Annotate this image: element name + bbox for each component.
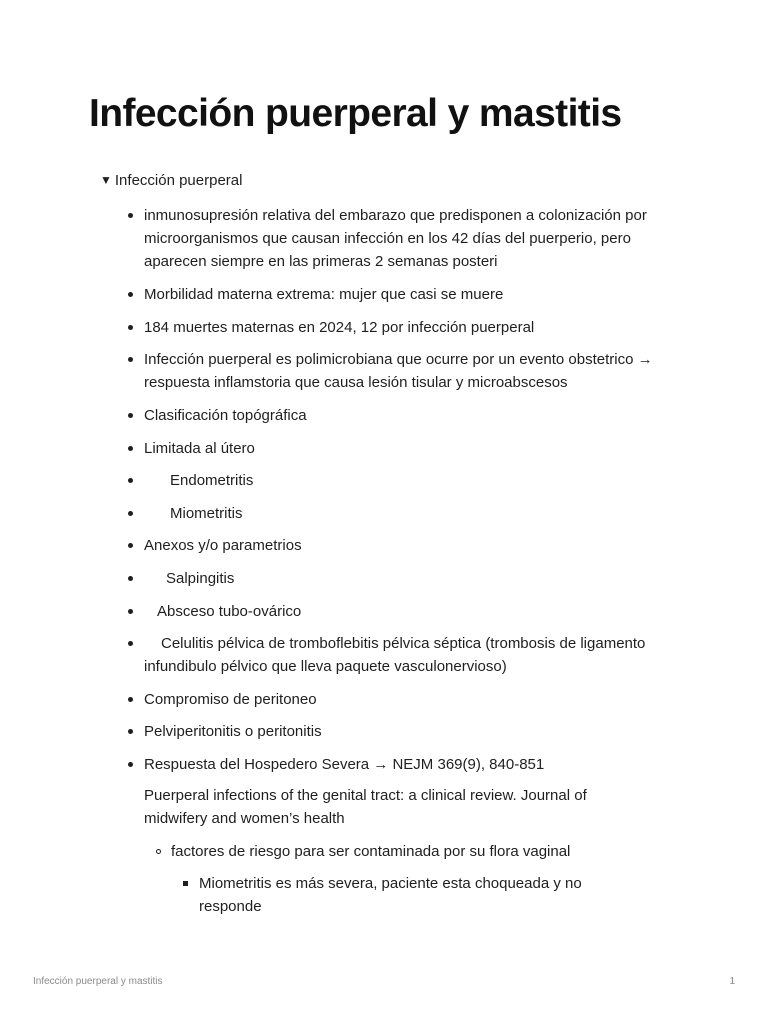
circle-marker [156, 849, 161, 854]
reference-paragraph: Puerperal infections of the genital tract: a clinical review. Journal of midwifery and women’s health [144, 787, 587, 827]
bullet-marker [128, 543, 133, 548]
list-item: Morbilidad materna extrema: mujer que casi se muere [144, 286, 504, 303]
bullet-marker [128, 729, 133, 734]
bullet-marker [128, 478, 133, 483]
bullet-marker [128, 213, 133, 218]
bullet-marker [128, 576, 133, 581]
bullet-marker [128, 292, 133, 297]
bullet-marker [128, 357, 133, 362]
footer-title: Infección puerperal y mastitis [33, 976, 163, 987]
list-item: Anexos y/o parametrios [144, 537, 302, 554]
bullet-marker [128, 413, 133, 418]
square-marker [183, 881, 188, 886]
sub-list-item: factores de riesgo para ser contaminada por su flora vaginal [171, 843, 571, 860]
list-item: Clasificación topógráfica [144, 407, 307, 424]
triangle-down-icon[interactable]: ▼ [100, 173, 112, 187]
bullet-marker [128, 697, 133, 702]
sub-sub-list-item: Miometritis es más severa, paciente esta choqueada y no responde [199, 875, 582, 915]
bullet-marker [128, 511, 133, 516]
list-item: Respuesta del Hospedero Severa → NEJM 369(9), 840-851 [144, 756, 545, 773]
list-item: Endometritis [170, 472, 254, 489]
list-item: inmunosupresión relativa del embarazo que predisponen a colonización por microorganismos que causan infección en los 42 días del puerperio, pero aparecen siempre en las primeras 2 semanas posteri [144, 207, 647, 270]
bullet-marker [128, 762, 133, 767]
toggle-label: Infección puerperal [114, 172, 243, 189]
bullet-marker [128, 609, 133, 614]
toggle-infeccion-puerperal[interactable] [100, 172, 242, 189]
bullet-marker [128, 446, 133, 451]
bullet-marker [128, 641, 133, 646]
list-item: Compromiso de peritoneo [144, 691, 317, 708]
list-item: Absceso tubo-ovárico [157, 603, 302, 620]
bullet-marker [128, 325, 133, 330]
page-number: 1 [729, 976, 735, 987]
list-item: Pelviperitonitis o peritonitis [144, 723, 322, 740]
list-item: Celulitis pélvica de tromboflebitis pélvica séptica (trombosis de ligamento infundibulo pélvico que lleva paquete vasculonervioso) [144, 635, 646, 675]
list-item: Infección puerperal es polimicrobiana que ocurre por un evento obstetrico → respuesta inflamstoria que causa lesión tisular y microabscesos [144, 351, 653, 391]
list-item: Miometritis [170, 505, 243, 522]
list-item: Limitada al útero [144, 440, 255, 457]
page-title: Infección puerperal y mastitis [89, 92, 622, 135]
list-item: 184 muertes maternas en 2024, 12 por infección puerperal [144, 319, 535, 336]
list-item: Salpingitis [166, 570, 235, 587]
